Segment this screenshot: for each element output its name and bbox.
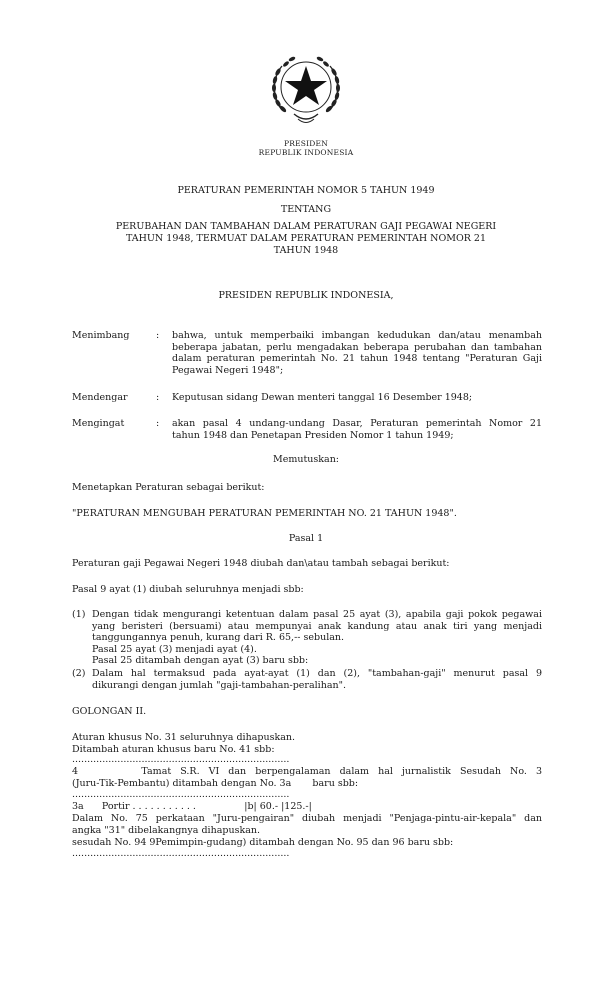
item-1-line: Dengan tidak mengurangi ketentuan dalam pasal 25 ayat (3), apabila gaji pokok pegawai — [92, 609, 542, 620]
consideration-mengingat — [72, 418, 542, 441]
item-2-number: (2) — [72, 668, 86, 679]
title-line-2: TENTANG — [280, 204, 332, 215]
list-item-2 — [72, 668, 542, 691]
menimbang-colon: : — [156, 330, 160, 341]
article-text: Pasal 1 — [288, 533, 324, 544]
mengingat-colon: : — [156, 418, 160, 429]
entry-4-line-1: 4 Tamat S.R. VI dan berpengalaman dalam hal jurnalistik Sesudah No. 3 — [72, 766, 542, 777]
no75-paragraph — [72, 813, 542, 836]
title-line-5: TAHUN 1948 — [273, 245, 339, 256]
aturan-line-2: Ditambah aturan khusus baru No. 41 sbb: — [72, 744, 275, 755]
mendengar-colon: : — [156, 392, 160, 403]
regulation-name: "PERATURAN MENGUBAH PERATURAN PEMERINTAH NO. 21 TAHUN 1948". — [72, 508, 457, 519]
menimbang-line: beberapa jabatan, perlu mengadakan beberapa perubahan dan tambahan — [172, 341, 542, 353]
golongan-heading: GOLONGAN II. — [72, 706, 147, 717]
title-line-1: PERATURAN PEMERINTAH NOMOR 5 TAHUN 1949 — [177, 185, 435, 196]
menimbang-line: dalam peraturan pemerintah No. 21 tahun 1948 tentang "Peraturan Gaji — [172, 353, 542, 364]
menimbang-line: Pegawai Negeri 1948"; — [172, 364, 284, 376]
menimbang-label: Menimbang — [72, 330, 130, 341]
title-block — [60, 185, 552, 257]
mendengar-label: Mendengar — [72, 392, 128, 403]
list-item-1 — [72, 609, 542, 667]
item-1-number: (1) — [72, 609, 86, 620]
header-block — [60, 139, 552, 157]
item-1-line: Pasal 25 ayat (3) menjadi ayat (4). — [92, 643, 257, 655]
header-line-2: REPUBLIK INDONESIA — [258, 148, 354, 157]
item-1-line: tanggungannya penuh, kurang dari R. 65,-- sebulan. — [92, 632, 345, 643]
no94-text: sesudah No. 94 9Pemimpin-gudang) ditambah dengan No. 95 dan 96 baru sbb: — [72, 837, 454, 848]
item-2-line: dikurangi dengan jumlah "gaji-tambahan-peralihan". — [92, 679, 347, 691]
aturan-line-1: Aturan khusus No. 31 seluruhnya dihapuskan. — [72, 732, 296, 743]
article-heading — [60, 533, 552, 545]
decision-text: Memutuskan: — [272, 454, 340, 465]
entry-3a: 3a Portir . . . . . . . . . . . |b| 60.- |125.-| — [72, 801, 312, 812]
mengingat-line: akan pasal 4 undang-undang Dasar, Peraturan pemerintah Nomor 21 — [172, 418, 542, 429]
item-1-line: yang beristeri (bersuami) atau mempunyai anak kandung atau anak tiri yang menjadi — [92, 620, 542, 632]
title-line-4: TAHUN 1948, TERMUAT DALAM PERATURAN PEMERINTAH NOMOR 21 — [125, 233, 487, 244]
item-1-line: Pasal 25 ditambah dengan ayat (3) baru sbb: — [92, 655, 309, 666]
no75-line-1: Dalam No. 75 perkataan "Juru-pengairan" diubah menjadi "Penjaga-pintu-air-kepala" dan — [72, 813, 542, 824]
authority-text: PRESIDEN REPUBLIK INDONESIA, — [218, 290, 394, 301]
entry-4-line-2: (Juru-Tik-Pembantu) ditambah dengan No. 3a baru sbb: — [72, 777, 359, 789]
star-emblem-icon — [268, 50, 344, 132]
consideration-mendengar — [72, 392, 542, 404]
mengingat-label: Mengingat — [72, 418, 125, 429]
no75-line-2: angka "31" dibelakangnya dihapuskan. — [72, 824, 261, 836]
dotted-separator: ........................................................................ — [72, 754, 290, 765]
item-2-line: Dalam hal termaksud pada ayat-ayat (1) dan (2), "tambahan-gaji" menurut pasal 9 — [92, 668, 542, 679]
mengingat-line: tahun 1948 dan Penetapan Presiden Nomor 1 tahun 1949; — [172, 429, 454, 441]
article-intro: Peraturan gaji Pegawai Negeri 1948 diubah dan\atau tambah sebagai berikut: — [72, 558, 450, 569]
dotted-separator: ........................................................................ — [72, 789, 290, 800]
decision-heading — [60, 454, 552, 466]
menimbang-line: bahwa, untuk memperbaiki imbangan kedudukan dan/atau menambah — [172, 330, 542, 341]
establish-text: Menetapkan Peraturan sebagai berikut: — [72, 482, 265, 493]
header-line-1: PRESIDEN — [284, 139, 328, 148]
dotted-separator: ........................................................................ — [72, 848, 290, 859]
mendengar-line: Keputusan sidang Dewan menteri tanggal 16 Desember 1948; — [172, 392, 473, 403]
pasal9-text: Pasal 9 ayat (1) diubah seluruhnya menjadi sbb: — [72, 584, 304, 595]
consideration-menimbang — [72, 330, 542, 376]
title-line-3: PERUBAHAN DAN TAMBAHAN DALAM PERATURAN GAJI PEGAWAI NEGERI — [115, 221, 497, 232]
authority-heading — [60, 290, 552, 302]
entry-4 — [72, 766, 542, 789]
